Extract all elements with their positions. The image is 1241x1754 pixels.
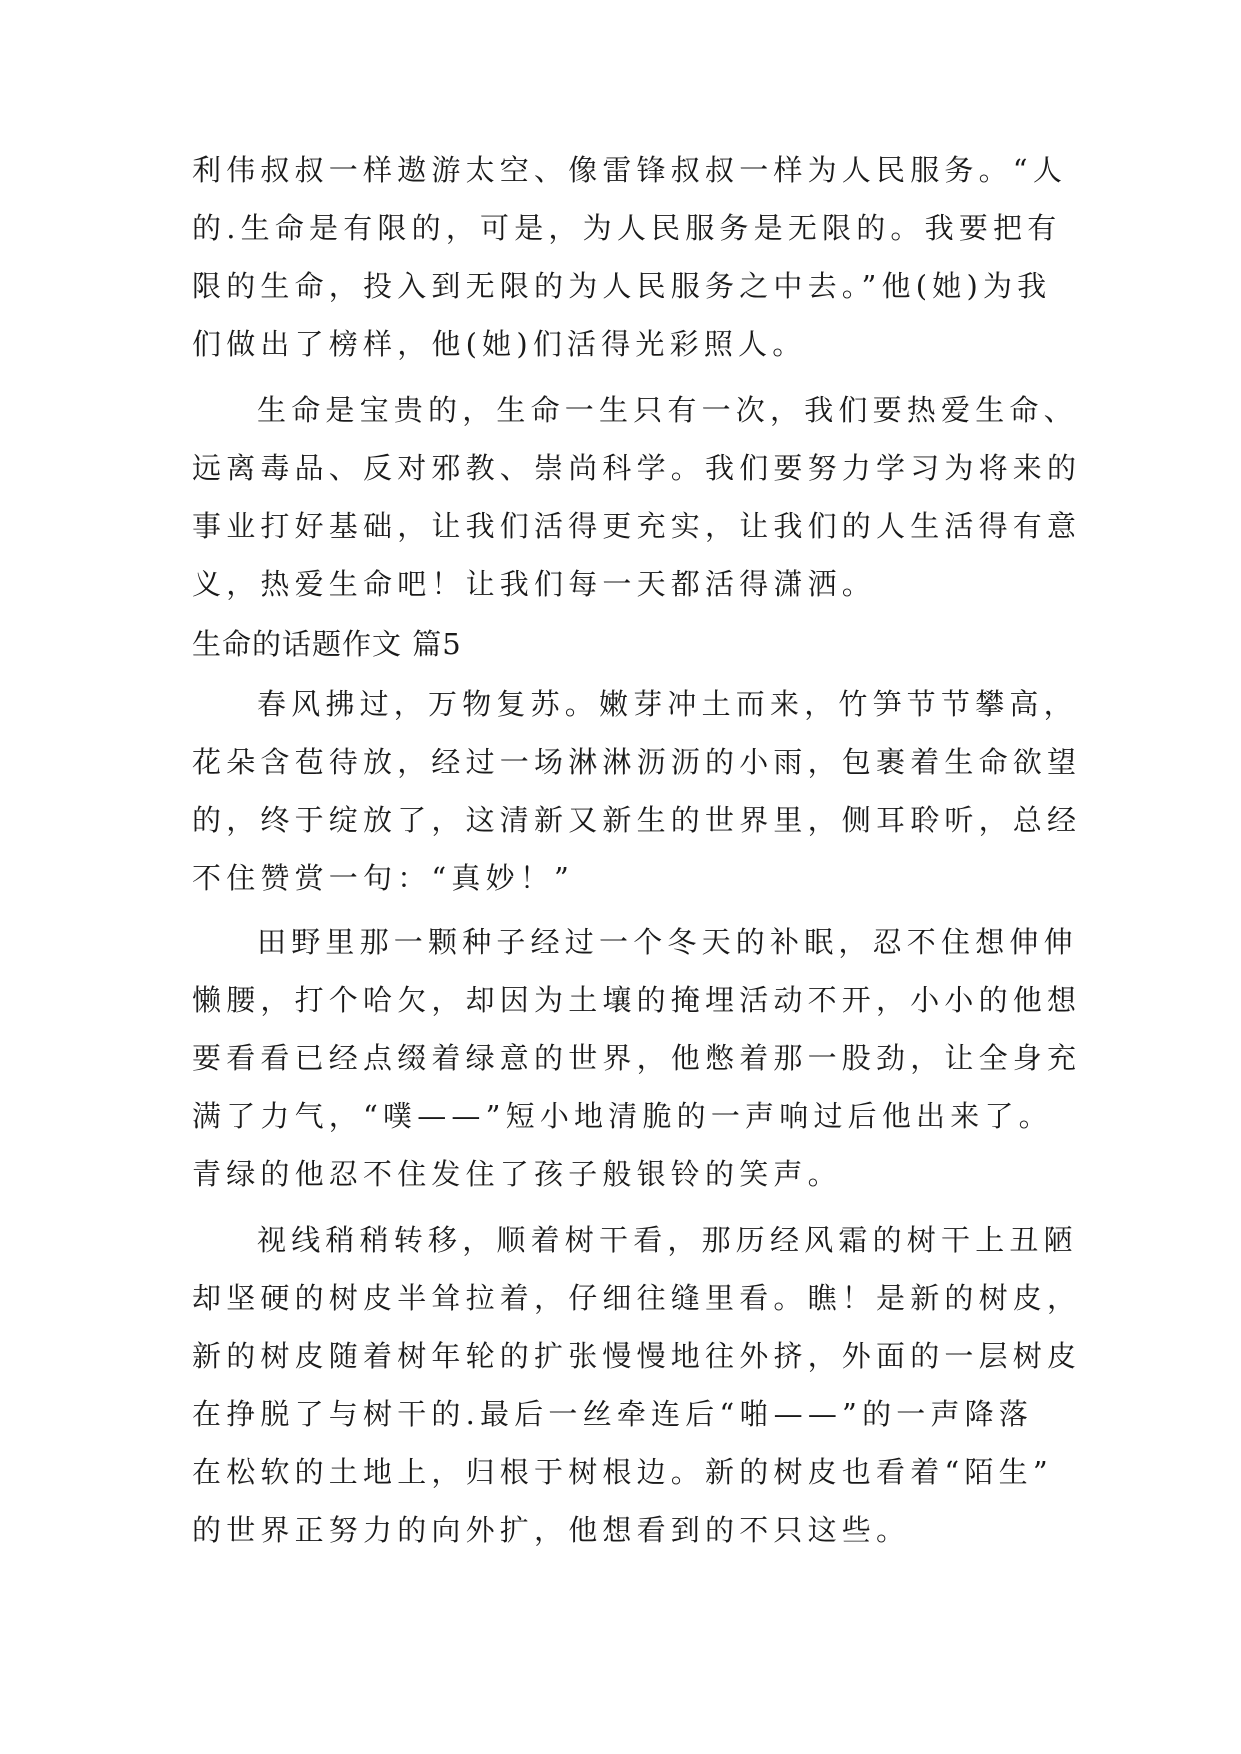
- paragraph-first-line: 春风拂过，万物复苏。嫩芽冲土而来，竹笋节节攀高，: [257, 687, 1078, 721]
- text-line: 青绿的他忍不住发住了孩子般银铃的笑声。: [192, 1157, 842, 1191]
- section-heading: 生命的话题作文 篇5: [192, 627, 462, 661]
- text-line: 事业打好基础，让我们活得更充实，让我们的人生活得有意: [192, 509, 1082, 543]
- text-line: 利伟叔叔一样遨游太空、像雷锋叔叔一样为人民服务。“人: [192, 153, 1068, 187]
- text-line: 花朵含苞待放，经过一场淋淋沥沥的小雨，包裹着生命欲望: [192, 745, 1082, 779]
- text-line: 新的树皮随着树年轮的扩张慢慢地往外挤，外面的一层树皮: [192, 1339, 1082, 1373]
- paragraph-first-line: 生命是宝贵的，生命一生只有一次，我们要热爱生命、: [257, 393, 1078, 427]
- text-line: 限的生命，投入到无限的为人民服务之中去。”他(她)为我: [192, 269, 1052, 303]
- text-line: 不住赞赏一句：“真妙！”: [192, 861, 575, 895]
- text-line: 的世界正努力的向外扩，他想看到的不只这些。: [192, 1513, 911, 1547]
- paragraph-first-line: 视线稍稍转移，顺着树干看，那历经风霜的树干上丑陋: [257, 1223, 1078, 1257]
- text-line: 在松软的土地上，归根于树根边。新的树皮也看着“陌生”: [192, 1455, 1053, 1489]
- text-line: 的.生命是有限的，可是，为人民服务是无限的。我要把有: [192, 211, 1062, 245]
- text-line: 要看看已经点缀着绿意的世界，他憋着那一股劲，让全身充: [192, 1041, 1082, 1075]
- text-line: 远离毒品、反对邪教、崇尚科学。我们要努力学习为将来的: [192, 451, 1082, 485]
- text-line: 的，终于绽放了，这清新又新生的世界里，侧耳聆听，总经: [192, 803, 1082, 837]
- text-line: 满了力气，“噗——”短小地清脆的一声响过后他出来了。: [192, 1099, 1053, 1133]
- paragraph-first-line: 田野里那一颗种子经过一个冬天的补眠，忍不住想伸伸: [257, 925, 1078, 959]
- text-line: 在挣脱了与树干的.最后一丝牵连后“啪——”的一声降落: [192, 1397, 1034, 1431]
- text-line: 们做出了榜样，他(她)们活得光彩照人。: [192, 327, 807, 361]
- text-line: 却坚硬的树皮半耸拉着，仔细往缝里看。瞧！是新的树皮，: [192, 1281, 1082, 1315]
- text-line: 懒腰，打个哈欠，却因为土壤的掩埋活动不开，小小的他想: [192, 983, 1082, 1017]
- text-line: 义，热爱生命吧！让我们每一天都活得潇洒。: [192, 567, 877, 601]
